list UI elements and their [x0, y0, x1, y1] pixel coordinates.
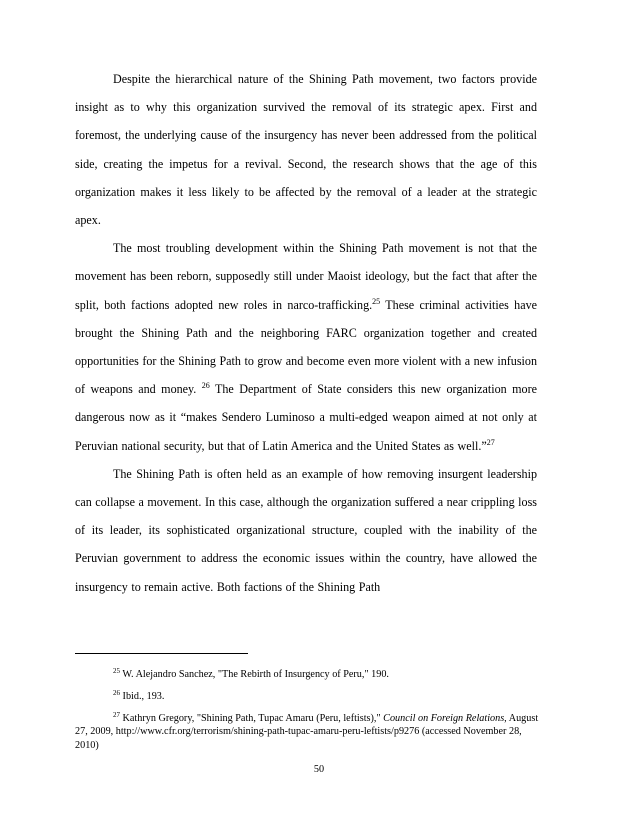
footnote-text-after: August 27, 2009, http://www.cfr.org/terrorism/shining-path-tupac-amaru-peru-leftists/p9276 (accessed November 28, 2010)	[75, 712, 539, 751]
paragraph-2	[75, 234, 537, 460]
footnote-number: 27	[113, 710, 120, 719]
paragraph-1-text: Despite the hierarchical nature of the Shining Path movement, two factors provide insight as to why this organization survived the removal of its strategic apex. First and foremost, the underlying cause of the insurgency has never been addressed from the political side, creating the impetus for a revival. Second, the research shows that the age of this organization makes it less likely to be affected by the removal of a leader at the strategic apex.	[75, 72, 537, 228]
paragraph-3-text: The Shining Path is often held as an example of how removing insurgent leadership can collapse a movement. In this case, although the organization suffered a near crippling loss of its leader, its sophisticated organizational structure, coupled with the inability of the Peruvian government to address the economic issues within the country, have allowed the insurgency to remain active. Both factions of the Shining Path	[75, 466, 537, 594]
footnote-number: 26	[113, 688, 120, 697]
paragraph-2-part-2: These criminal activities have brought the Shining Path and the neighboring FARC organization together and created opportunities for the Shining Path to grow and become even more violent with a new infusion of weapons and money.	[75, 297, 537, 397]
footnote-ref-26[interactable]: 26	[201, 381, 210, 391]
footnote-text: Ibid., 193.	[120, 690, 165, 702]
body-text	[75, 65, 537, 601]
paragraph-3	[75, 460, 537, 601]
footnote-text-before: Kathryn Gregory, "Shining Path, Tupac Amaru (Peru, leftists),"	[120, 712, 384, 724]
footnote-text: W. Alejandro Sanchez, "The Rebirth of Insurgency of Peru," 190.	[120, 669, 389, 680]
footnote-26	[75, 690, 539, 703]
footnote-number: 25	[113, 667, 120, 675]
footnote-separator	[75, 653, 248, 654]
footnote-27	[75, 712, 539, 752]
footnote-journal-title: Council on Foreign Relations,	[383, 712, 507, 724]
footnote-ref-27[interactable]: 27	[486, 437, 495, 447]
footnote-25	[75, 668, 539, 681]
footnote-ref-25[interactable]: 25	[372, 296, 381, 306]
paragraph-2-part-3: The Department of State considers this new organization more dangerous now as it “makes Sendero Luminoso a multi-edged weapon aimed at not only at Peruvian national security, but that of Latin America and the United States as well.”	[75, 382, 537, 453]
paragraph-2-part-1: The most troubling development within the Shining Path movement is not that the movement has been reborn, supposedly still under Maoist ideology, but the fact that after the split, both factions adopted new roles in narco-trafficking.	[75, 241, 537, 312]
page-number: 50	[313, 764, 325, 775]
paragraph-1	[75, 65, 537, 234]
footnotes	[75, 668, 539, 761]
